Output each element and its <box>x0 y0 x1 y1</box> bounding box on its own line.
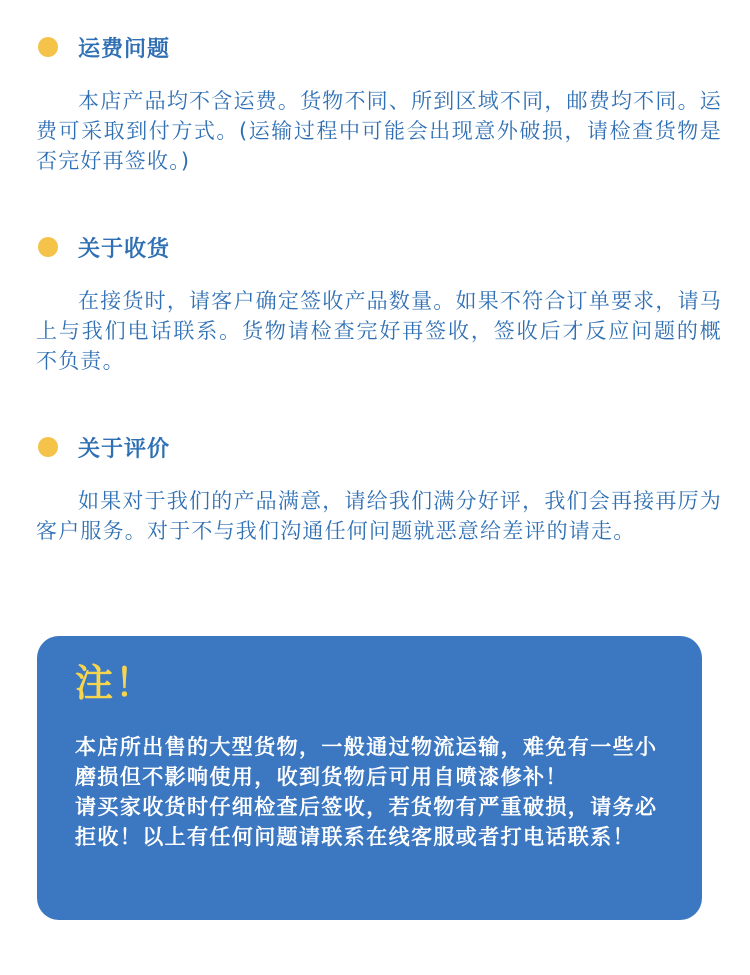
section-title: 关于收货 <box>78 236 171 262</box>
notice-body <box>75 732 672 852</box>
section-shipping-fees <box>36 30 722 176</box>
notice-paragraph: 请买家收货时仔细检查后签收，若货物有严重破损，请务必拒收！以上有任何问题请联系在线客服或者打电话联系！ <box>75 795 658 849</box>
section-body: 本店产品均不含运费。货物不同、所到区域不同，邮费均不同。运费可采取到付方式。(运输过程中可能会出现意外破损，请检查货物是否完好再签收。) <box>36 89 722 173</box>
section-body: 如果对于我们的产品满意，请给我们满分好评，我们会再接再厉为客户服务。对于不与我们沟通任何问题就恶意给差评的请走。 <box>36 489 722 543</box>
section-header <box>36 230 722 264</box>
bullet-dot-icon <box>38 37 58 57</box>
bullet-dot-icon <box>38 237 58 257</box>
section-title: 关于评价 <box>78 436 171 462</box>
section-reviews <box>36 430 722 546</box>
notice-paragraph: 本店所出售的大型货物，一般通过物流运输，难免有一些小磨损但不影响使用，收到货物后可用自喷漆修补！ <box>75 735 658 789</box>
bullet-dot-icon <box>38 437 58 457</box>
section-body: 在接货时，请客户确定签收产品数量。如果不符合订单要求，请马上与我们电话联系。货物请检查完好再签收，签收后才反应问题的概不负责。 <box>36 289 722 373</box>
section-receiving <box>36 230 722 376</box>
notice-title: 注！ <box>75 661 156 705</box>
section-header <box>36 430 722 464</box>
section-title: 运费问题 <box>78 36 171 62</box>
section-header <box>36 30 722 64</box>
notice-box <box>37 636 702 920</box>
